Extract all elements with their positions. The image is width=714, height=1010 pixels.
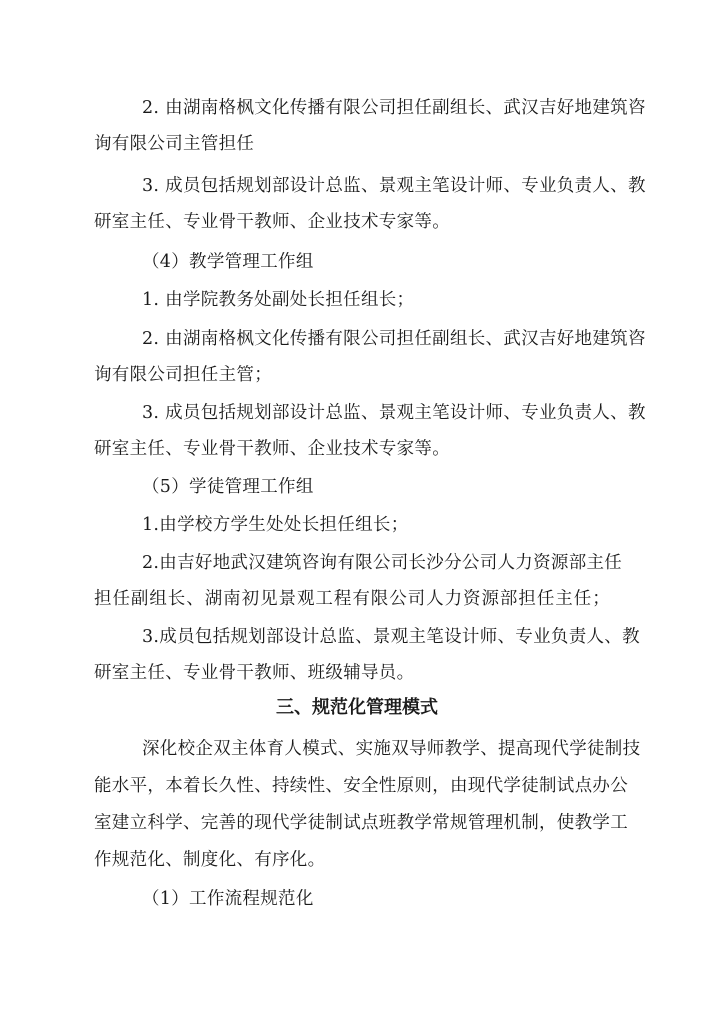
paragraph-line: 室建立科学、完善的现代学徒制试点班教学常规管理机制，使教学工 — [94, 813, 628, 833]
paragraph-line: 3. 成员包括规划部设计总监、景观主笔设计师、专业负责人、教 — [142, 403, 646, 423]
paragraph-line: 询有限公司主管担任 — [94, 134, 255, 154]
paragraph-line: 担任副组长、湖南初见景观工程有限公司人力资源部担任主任； — [94, 589, 610, 609]
paragraph-line: 研室主任、专业骨干教师、班级辅导员。 — [94, 663, 415, 683]
paragraph-line: 2.由吉好地武汉建筑咨询有限公司长沙分公司人力资源部主任 — [142, 553, 623, 573]
paragraph-line: 研室主任、专业骨干教师、企业技术专家等。 — [94, 439, 450, 459]
paragraph-line: 1. 由学院教务处副处长担任组长； — [142, 290, 415, 310]
paragraph-line: 3.成员包括规划部设计总监、景观主笔设计师、专业负责人、教 — [142, 627, 640, 647]
paragraph-line: 1.由学校方学生处处长担任组长； — [142, 515, 409, 535]
subsection-heading: （4）教学管理工作组 — [142, 252, 314, 272]
subsection-heading: （1）工作流程规范化 — [142, 889, 314, 909]
paragraph-line: 作规范化、制度化、有序化。 — [94, 850, 326, 870]
paragraph-line: 研室主任、专业骨干教师、企业技术专家等。 — [94, 212, 450, 232]
paragraph-line: 2. 由湖南格枫文化传播有限公司担任副组长、武汉吉好地建筑咨 — [142, 98, 646, 118]
section-heading: 三、规范化管理模式 — [276, 697, 438, 718]
paragraph-line: 3. 成员包括规划部设计总监、景观主笔设计师、专业负责人、教 — [142, 176, 646, 196]
paragraph-line: 深化校企双主体育人模式、实施双导师教学、提高现代学徒制技 — [142, 739, 641, 759]
paragraph-line: 能水平，本着长久性、持续性、安全性原则，由现代学徒制试点办公 — [94, 776, 628, 796]
paragraph-line: 2. 由湖南格枫文化传播有限公司担任副组长、武汉吉好地建筑咨 — [142, 329, 646, 349]
subsection-heading: （5）学徒管理工作组 — [142, 477, 314, 497]
paragraph-line: 询有限公司担任主管； — [94, 365, 272, 385]
